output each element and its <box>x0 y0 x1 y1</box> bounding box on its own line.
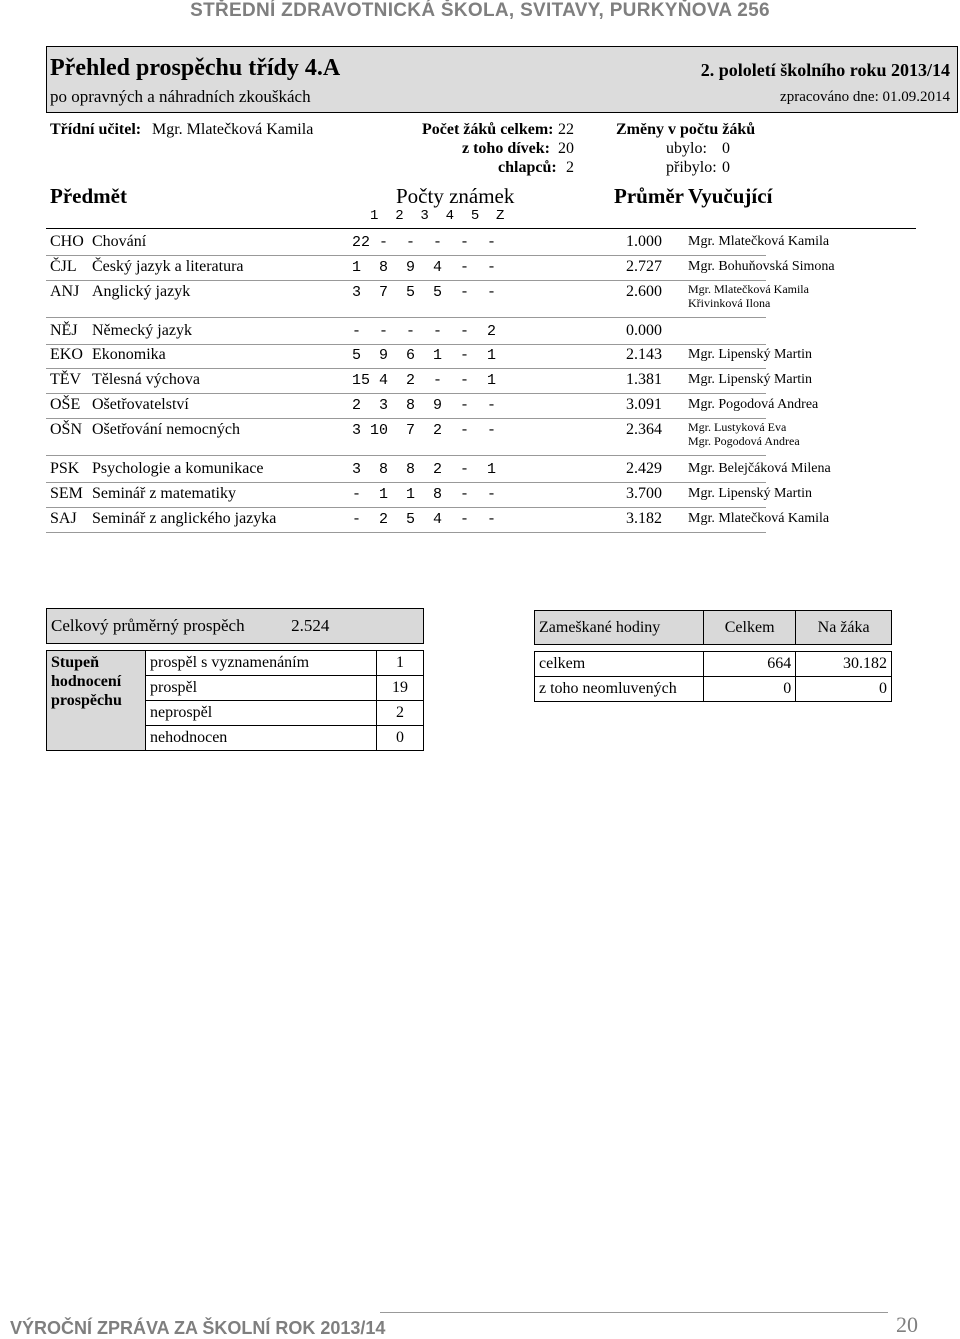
total-label: Počet žáků celkem: <box>422 121 554 138</box>
grade-counts: 2 3 8 9 - - <box>352 397 497 414</box>
level-label: nehodnocen <box>146 726 377 751</box>
col-subject: Předmět <box>50 184 127 208</box>
level-label: prospěl s vyznamenáním <box>146 651 377 676</box>
row-underline <box>46 532 766 533</box>
school-header: STŘEDNÍ ZDRAVOTNICKÁ ŠKOLA, SVITAVY, PURKYŇOVA 256 <box>190 0 770 21</box>
subject-code: ANJ <box>50 283 80 300</box>
row-underline <box>46 482 766 483</box>
col-average: Průměr <box>614 184 684 208</box>
teacher-name: Mgr. Mlatečková Kamila <box>688 234 830 249</box>
teacher-name: Mgr. Lustyková Eva <box>688 420 787 434</box>
col-grade-keys: 1 2 3 4 5 Z <box>370 208 505 224</box>
subject-average: 3.700 <box>626 485 662 502</box>
grade-counts: 5 9 6 1 - 1 <box>352 347 497 364</box>
grade-counts: - - - - - 2 <box>352 323 497 340</box>
subject-teacher <box>688 282 809 310</box>
absence-row-total: 664 <box>704 652 796 677</box>
subject-name: Seminář z matematiky <box>92 485 236 502</box>
subject-teacher <box>688 420 800 448</box>
subject-average: 0.000 <box>626 322 662 339</box>
subject-name: Anglický jazyk <box>92 283 191 300</box>
subject-name: Seminář z anglického jazyka <box>92 510 277 527</box>
subject-teacher <box>688 234 829 249</box>
subject-row <box>0 283 960 308</box>
subject-average: 2.727 <box>626 258 662 275</box>
left-label: ubylo: <box>666 140 707 157</box>
page-number: 20 <box>896 1312 918 1337</box>
col-grades: Počty známek <box>396 184 515 208</box>
absence-row-label: celkem <box>535 652 704 677</box>
absence-col-total: Celkem <box>704 611 796 645</box>
stupen-label: Stupeň hodnocení prospěchu <box>47 651 146 751</box>
footer-text: VÝROČNÍ ZPRÁVA ZA ŠKOLNÍ ROK 2013/14 <box>10 1318 386 1338</box>
absence-row-label: z toho neomluvených <box>535 677 704 702</box>
subject-name: Psychologie a komunikace <box>92 460 264 477</box>
grade-counts: 3 8 8 2 - 1 <box>352 461 497 478</box>
processed-date: zpracováno dne: 01.09.2014 <box>780 89 950 105</box>
level-label: prospěl <box>146 676 377 701</box>
level-count: 19 <box>377 676 424 701</box>
col-teacher: Vyučující <box>688 184 773 208</box>
absence-header: Zameškané hodiny <box>535 611 704 645</box>
teacher-label: Třídní učitel: <box>50 121 142 138</box>
subject-code: SAJ <box>50 510 77 527</box>
level-count: 0 <box>377 726 424 751</box>
grade-counts: 15 4 2 - - 1 <box>352 372 497 389</box>
subject-name: Chování <box>92 233 147 250</box>
row-underline <box>46 317 766 318</box>
absence-table <box>534 610 892 702</box>
subject-name: Ošetřovatelství <box>92 396 189 413</box>
subject-teacher <box>688 486 812 501</box>
left-value: 0 <box>722 140 730 157</box>
subject-code: PSK <box>50 460 80 477</box>
subject-average: 3.091 <box>626 396 662 413</box>
row-underline <box>46 393 766 394</box>
subject-code: CHO <box>50 233 84 250</box>
subject-teacher <box>688 372 812 387</box>
subject-teacher <box>688 397 818 412</box>
absence-row-per: 0 <box>796 677 892 702</box>
grade-counts: - 2 5 4 - - <box>352 511 497 528</box>
overall-value: 2.524 <box>291 616 330 635</box>
row-underline <box>46 455 766 456</box>
row-underline <box>46 344 766 345</box>
grade-counts: 1 8 9 4 - - <box>352 259 497 276</box>
subject-average: 3.182 <box>626 510 662 527</box>
level-label: neprospěl <box>146 701 377 726</box>
footer-line <box>380 1312 888 1313</box>
grade-counts: 3 7 5 5 - - <box>352 284 497 301</box>
page-title: Přehled prospěchu třídy 4.A <box>50 55 341 81</box>
row-underline <box>46 280 766 281</box>
added-value: 0 <box>722 159 730 176</box>
teacher-name: Mgr. Pogodová Andrea <box>688 397 819 412</box>
added-label: přibylo: <box>666 159 717 176</box>
subject-name: Tělesná výchova <box>92 371 200 388</box>
subject-teacher <box>688 259 835 274</box>
subject-average: 1.000 <box>626 233 662 250</box>
overall-table <box>46 608 424 751</box>
teacher-name-2: Křivinková Ilona <box>688 296 771 310</box>
absence-row-total: 0 <box>704 677 796 702</box>
subject-name: Německý jazyk <box>92 322 192 339</box>
row-underline <box>46 255 766 256</box>
boys-value: 2 <box>566 159 574 176</box>
row-underline <box>46 418 766 419</box>
subject-code: TĚV <box>50 371 82 388</box>
teacher-name: Mgr. Lipenský Martin <box>688 347 813 362</box>
subject-average: 2.600 <box>626 283 662 300</box>
header-divider <box>46 228 916 229</box>
absence-col-per: Na žáka <box>796 611 892 645</box>
subject-teacher <box>688 461 831 476</box>
subject-teacher <box>688 511 829 526</box>
subject-average: 2.143 <box>626 346 662 363</box>
teacher-name: Mgr. Belejčáková Milena <box>688 461 831 476</box>
subject-name: Český jazyk a literatura <box>92 258 244 275</box>
class-teacher: Mgr. Mlatečková Kamila <box>152 121 314 138</box>
absence-row-per: 30.182 <box>796 652 892 677</box>
subject-average: 2.429 <box>626 460 662 477</box>
overall-label: Celkový průměrný prospěch <box>51 616 245 635</box>
subject-code: EKO <box>50 346 83 363</box>
subject-name: Ekonomika <box>92 346 166 363</box>
subject-code: OŠE <box>50 396 81 413</box>
teacher-name: Mgr. Bohuňovská Simona <box>688 259 835 274</box>
grade-counts: 3 10 7 2 - - <box>352 422 497 439</box>
girls-value: 20 <box>558 140 574 157</box>
grade-counts: 22 - - - - - <box>352 234 497 251</box>
subject-name: Ošetřování nemocných <box>92 421 240 438</box>
teacher-name: Mgr. Lipenský Martin <box>688 372 813 387</box>
subject-code: ČJL <box>50 258 77 275</box>
row-underline <box>46 507 766 508</box>
level-count: 2 <box>377 701 424 726</box>
boys-label: chlapců: <box>498 159 557 176</box>
teacher-name: Mgr. Mlatečková Kamila <box>688 511 830 526</box>
subtitle: po opravných a náhradních zkouškách <box>50 87 311 106</box>
total-value: 22 <box>558 121 574 138</box>
changes-label: Změny v počtu žáků <box>616 121 756 138</box>
subject-average: 2.364 <box>626 421 662 438</box>
girls-label: z toho dívek: <box>462 140 550 157</box>
subject-average: 1.381 <box>626 371 662 388</box>
subject-teacher <box>688 347 812 362</box>
teacher-name: Mgr. Mlatečková Kamila <box>688 282 809 296</box>
subject-code: NĚJ <box>50 322 78 339</box>
subject-row <box>0 421 960 446</box>
row-underline <box>46 368 766 369</box>
subject-code: SEM <box>50 485 83 502</box>
grade-counts: - 1 1 8 - - <box>352 486 497 503</box>
level-count: 1 <box>377 651 424 676</box>
subject-code: OŠN <box>50 421 83 438</box>
teacher-name: Mgr. Lipenský Martin <box>688 486 813 501</box>
teacher-name-2: Mgr. Pogodová Andrea <box>688 434 800 448</box>
period-title: 2. pololetí školního roku 2013/14 <box>700 60 950 80</box>
